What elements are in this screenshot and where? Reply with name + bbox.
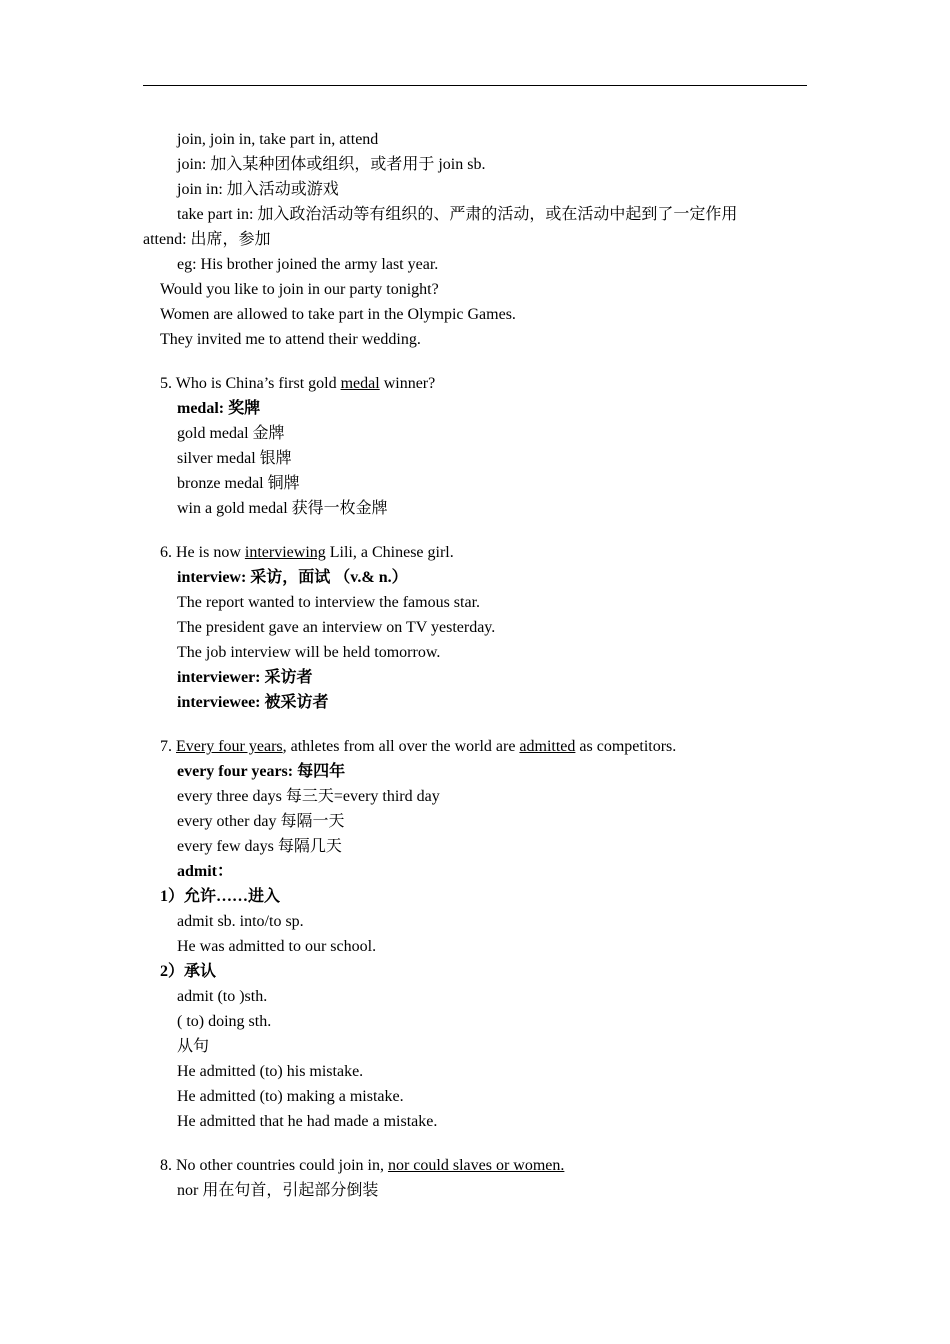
header-rule (143, 85, 807, 86)
item-8-sentence (143, 1153, 807, 1178)
underlined-phrase: nor could slaves or women. (387, 1157, 565, 1174)
text-line: silver medal 银牌 (177, 450, 292, 467)
text-line: every other day 每隔一天 (177, 813, 345, 830)
text-line: admit sb. into/to sp. (177, 913, 304, 930)
text-line: They invited me to attend their wedding. (160, 331, 421, 348)
sentence-part: 7. (160, 738, 176, 755)
paragraph-gap (143, 352, 807, 371)
paragraph-gap (143, 521, 807, 540)
text-line: Women are allowed to take part in the Olympic Games. (160, 306, 516, 323)
item-7-subheading: admit： (177, 863, 234, 880)
text-line: join in: 加入活动或游戏 (177, 181, 339, 198)
underlined-word: interviewing (244, 544, 326, 561)
item-7-sense-1: 1）允许……进入 (160, 888, 281, 905)
item-7-heading: every four years: 每四年 (177, 763, 346, 780)
text-line: every few days 每隔几天 (177, 838, 342, 855)
sentence-part: Lili, a Chinese girl. (325, 544, 454, 561)
text-line: attend: 出席，参加 (143, 231, 271, 248)
sentence-part: , athletes from all over the world are (282, 738, 520, 755)
item-7-sense-2: 2）承认 (160, 963, 217, 980)
document-body (143, 127, 807, 1203)
text-line: every three days 每三天=every third day (177, 788, 440, 805)
item-7-sentence (143, 734, 807, 759)
item-6-subheading: interviewee: 被采访者 (177, 694, 329, 711)
sentence-part: 8. No other countries could join in, (160, 1157, 388, 1174)
text-line: The report wanted to interview the famous star. (177, 594, 481, 611)
paragraph-gap (143, 1134, 807, 1153)
text-line: He admitted that he had made a mistake. (177, 1113, 438, 1130)
underlined-phrase: Every four years (176, 738, 283, 755)
item-6-subheading: interviewer: 采访者 (177, 669, 313, 686)
underlined-word: medal (340, 375, 380, 392)
text-line: win a gold medal 获得一枚金牌 (177, 500, 388, 517)
paragraph-gap (143, 715, 807, 734)
text-line: He was admitted to our school. (177, 938, 377, 955)
text-line: admit (to )sth. (177, 988, 268, 1005)
item-5-sentence (143, 371, 807, 396)
text-line: eg: His brother joined the army last year. (177, 256, 439, 273)
text-line: The president gave an interview on TV yesterday. (177, 619, 496, 636)
text-line: Would you like to join in our party tonight? (160, 281, 439, 298)
text-line: ( to) doing sth. (177, 1013, 272, 1030)
item-6-heading: interview: 采访，面试 （v.& n.） (177, 569, 408, 586)
text-line: He admitted (to) making a mistake. (177, 1088, 404, 1105)
text-line: He admitted (to) his mistake. (177, 1063, 364, 1080)
text-line: The job interview will be held tomorrow. (177, 644, 441, 661)
text-line: join, join in, take part in, attend (177, 131, 379, 148)
sentence-part: as competitors. (575, 738, 677, 755)
text-line: gold medal 金牌 (177, 425, 285, 442)
text-line: nor 用在句首，引起部分倒装 (177, 1182, 379, 1199)
text-line: bronze medal 铜牌 (177, 475, 300, 492)
sentence-part: 5. Who is China’s first gold (160, 375, 341, 392)
text-line: take part in: 加入政治活动等有组织的、严肃的活动，或在活动中起到了一定作用 (177, 206, 738, 223)
text-line: 从句 (177, 1038, 210, 1055)
sentence-part: winner? (379, 375, 436, 392)
underlined-word: admitted (519, 738, 576, 755)
sentence-part: 6. He is now (160, 544, 245, 561)
item-6-sentence (143, 540, 807, 565)
text-line: join: 加入某种团体或组织，或者用于 join sb. (177, 156, 486, 173)
item-5-heading: medal: 奖牌 (177, 400, 261, 417)
